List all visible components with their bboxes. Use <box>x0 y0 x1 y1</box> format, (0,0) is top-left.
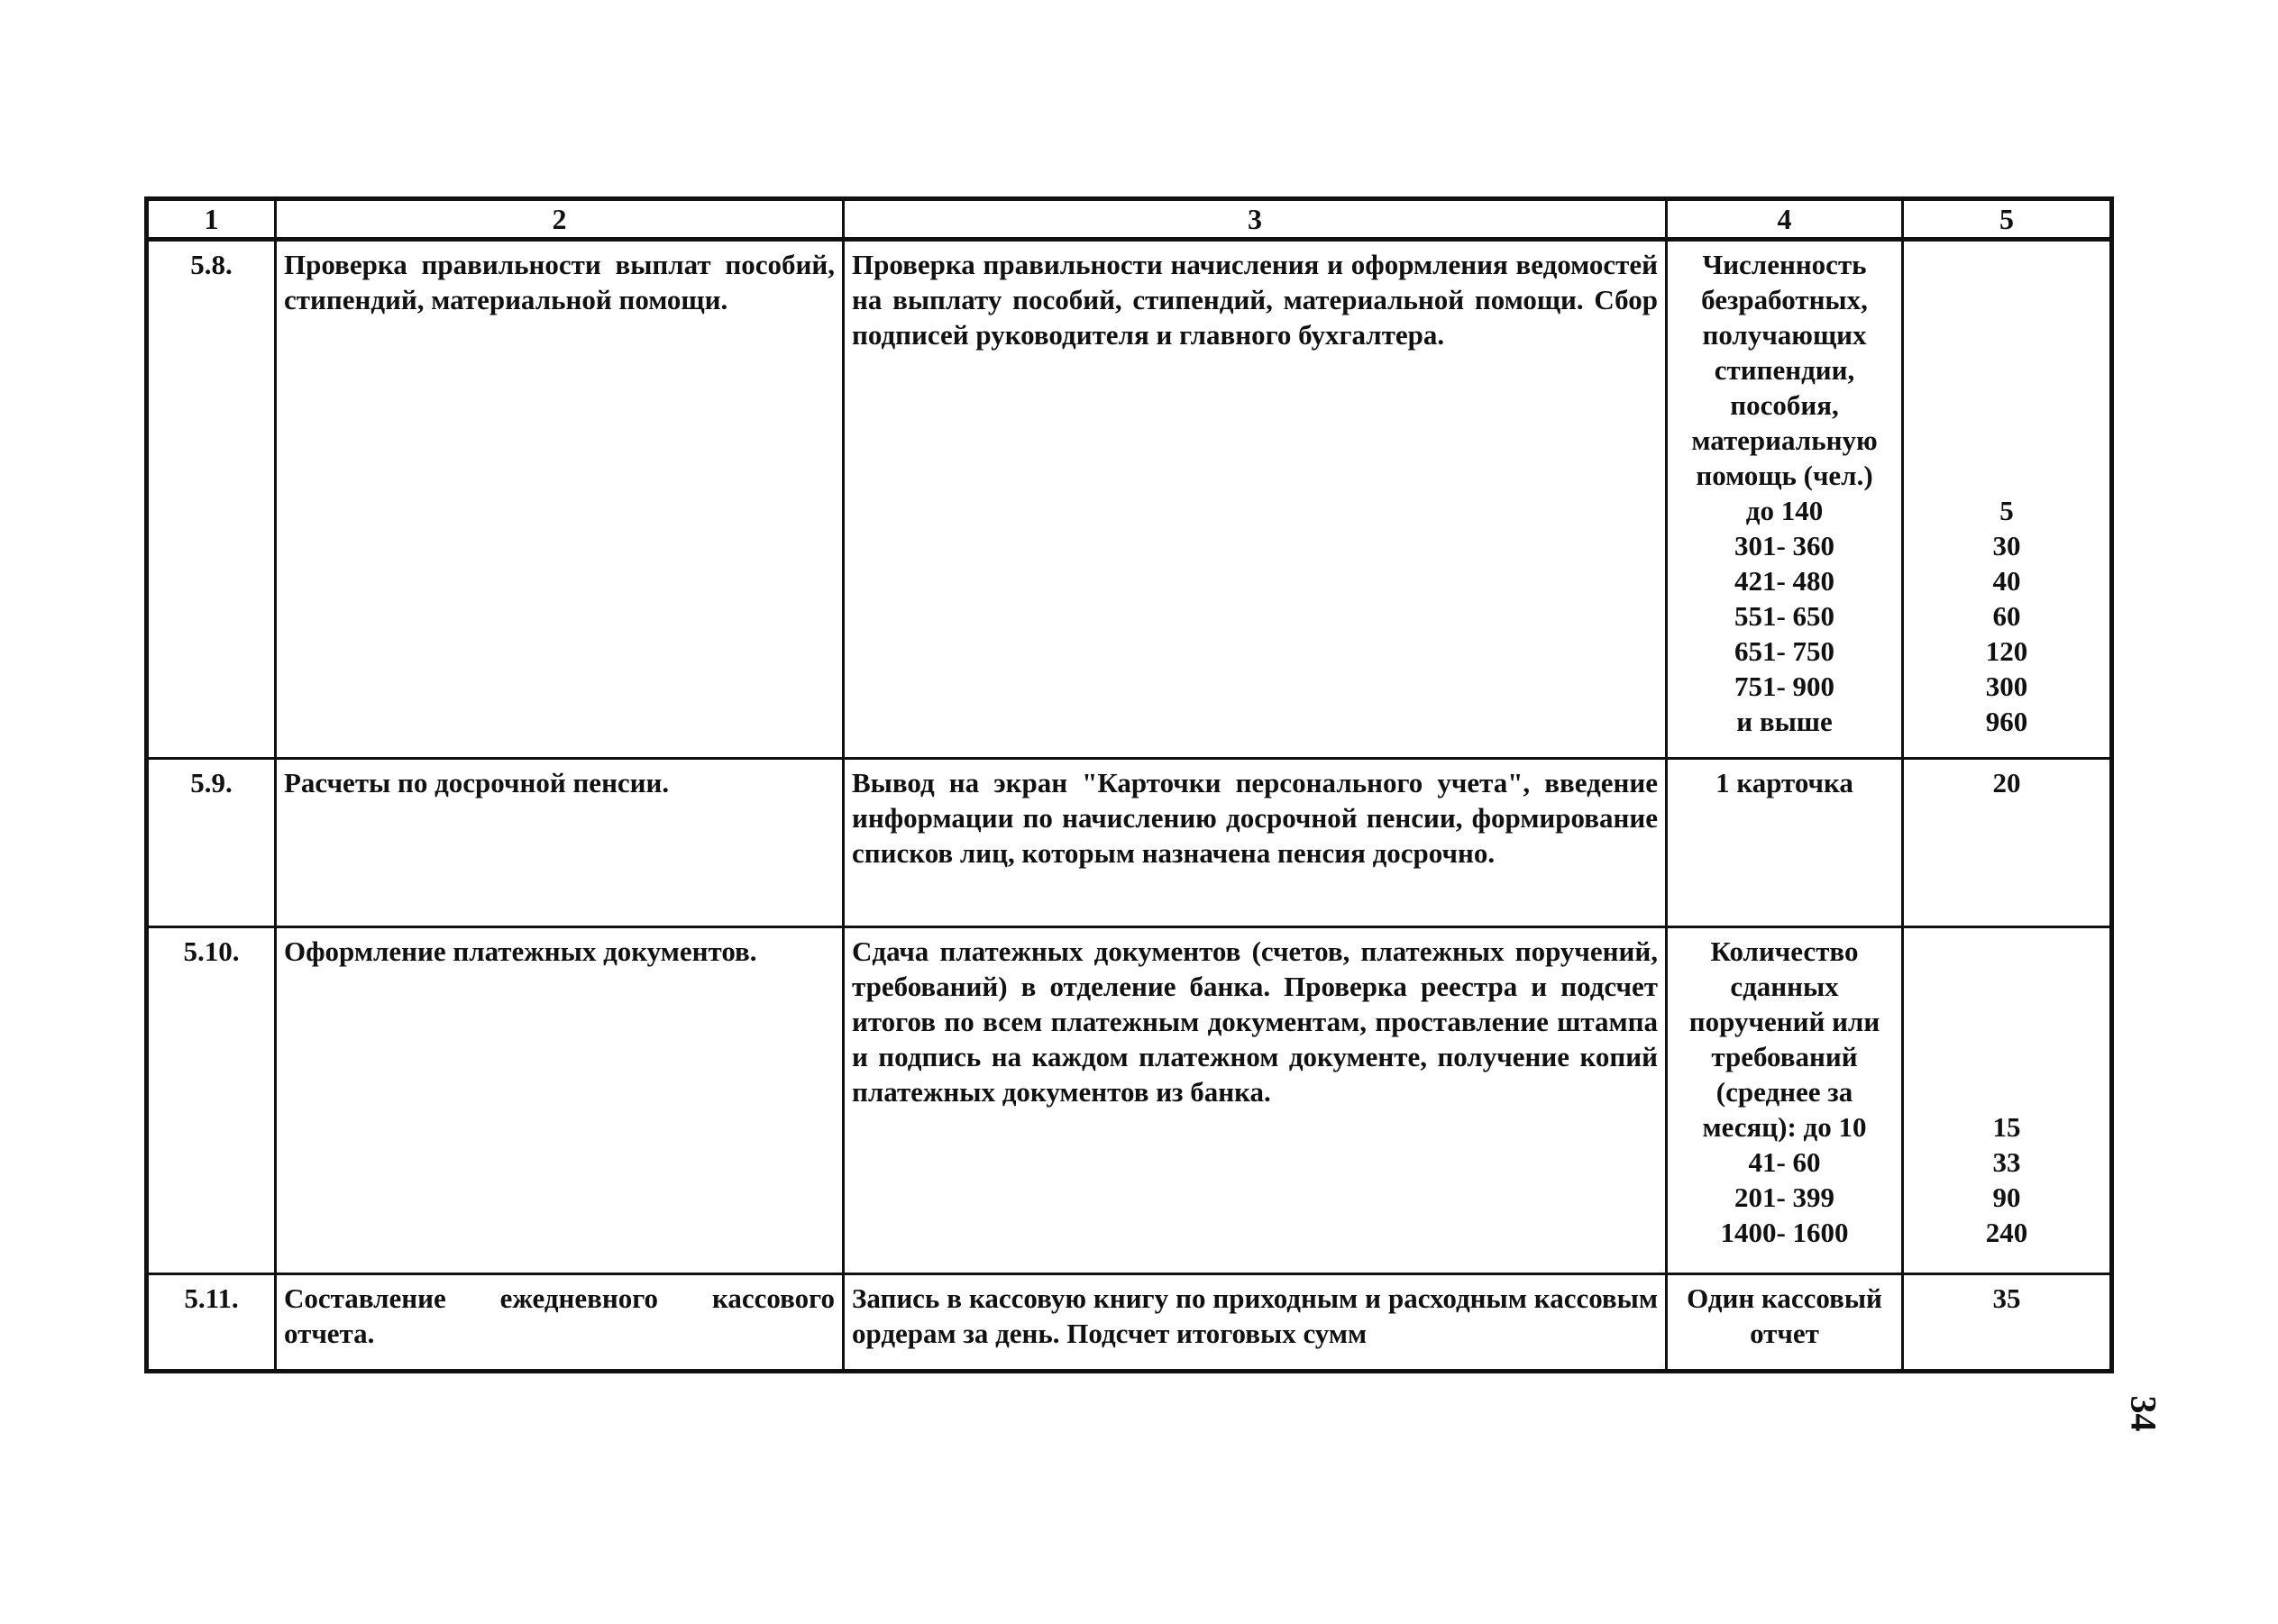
work-name: Составление ежедневного кассового отчета. <box>276 1274 844 1372</box>
range-value: 551- 650 <box>1734 600 1835 632</box>
norm-value: 960 <box>1985 706 2028 737</box>
page-number: 34 <box>2123 1395 2164 1432</box>
time-norm: 20 <box>1903 759 2112 927</box>
range-value: 1400- 1600 <box>1720 1217 1849 1248</box>
table-row <box>147 240 2112 759</box>
header-col-2: 2 <box>276 199 844 240</box>
range-value: 751- 900 <box>1734 671 1835 702</box>
range-value: 651- 750 <box>1734 635 1835 667</box>
time-norm <box>1903 927 2112 1274</box>
norm-value: 300 <box>1985 671 2028 702</box>
norm-value: 60 <box>1992 600 2021 632</box>
norm-value: 240 <box>1985 1217 2028 1248</box>
norms-table <box>144 196 2114 1373</box>
row-number: 5.9. <box>147 759 276 927</box>
measurement-intro: Численность безработных, получающих стипендии, пособия, материальную помощь (чел.) <box>1691 249 1878 491</box>
measurement-unit <box>1667 927 1903 1274</box>
time-norm: 35 <box>1903 1274 2112 1372</box>
document-page <box>144 196 2109 1373</box>
range-value: 201- 399 <box>1734 1182 1835 1213</box>
work-description: Запись в кассовую книгу по приходным и расходным кассовым ордерам за день. Подсчет итоговых сумм <box>844 1274 1667 1372</box>
header-col-3: 3 <box>844 199 1667 240</box>
work-description: Проверка правильности начисления и оформления ведомостей на выплату пособий, стипендий, материальной помощи. Сбор подписей руководителя и главного бухгалтера. <box>844 240 1667 759</box>
work-name: Проверка правильности выплат пособий, стипендий, материальной помощи. <box>276 240 844 759</box>
header-col-1: 1 <box>147 199 276 240</box>
measurement-intro: Количество сданных поручений или требований (среднее за месяц): до 10 <box>1688 935 1880 1143</box>
work-description: Вывод на экран "Карточки персонального учета", введение информации по начислению досрочной пенсии, формирование списков лиц, которым назначена пенсия досрочно. <box>844 759 1667 927</box>
table-row <box>147 927 2112 1274</box>
norm-value: 120 <box>1985 635 2028 667</box>
range-value: до 140 <box>1745 495 1824 526</box>
header-row <box>147 199 2112 240</box>
measurement-unit <box>1667 240 1903 759</box>
work-name: Оформление платежных документов. <box>276 927 844 1274</box>
table-row <box>147 1274 2112 1372</box>
range-value: 421- 480 <box>1734 565 1835 597</box>
range-value: 301- 360 <box>1734 530 1835 561</box>
row-number: 5.11. <box>147 1274 276 1372</box>
measurement-unit: Один кассовый отчет <box>1667 1274 1903 1372</box>
time-norm <box>1903 240 2112 759</box>
norm-value: 30 <box>1992 530 2021 561</box>
table-row <box>147 759 2112 927</box>
range-value: 41- 60 <box>1748 1146 1821 1178</box>
header-col-4: 4 <box>1667 199 1903 240</box>
header-col-5: 5 <box>1903 199 2112 240</box>
work-name: Расчеты по досрочной пенсии. <box>276 759 844 927</box>
range-value: и выше <box>1736 706 1833 737</box>
norm-value: 40 <box>1992 565 2021 597</box>
norm-value: 33 <box>1992 1146 2021 1178</box>
measurement-unit: 1 карточка <box>1667 759 1903 927</box>
norm-value: 15 <box>1992 1111 2021 1143</box>
norm-value: 90 <box>1992 1182 2021 1213</box>
row-number: 5.10. <box>147 927 276 1274</box>
work-description: Сдача платежных документов (счетов, платежных поручений, требований) в отделение банка. Проверка реестра и подсчет итогов по всем платежным документам, проставление штампа и подпись на каждом платежном документе, получение копий платежных документов из банка. <box>844 927 1667 1274</box>
norm-value: 5 <box>1999 495 2014 526</box>
row-number: 5.8. <box>147 240 276 759</box>
